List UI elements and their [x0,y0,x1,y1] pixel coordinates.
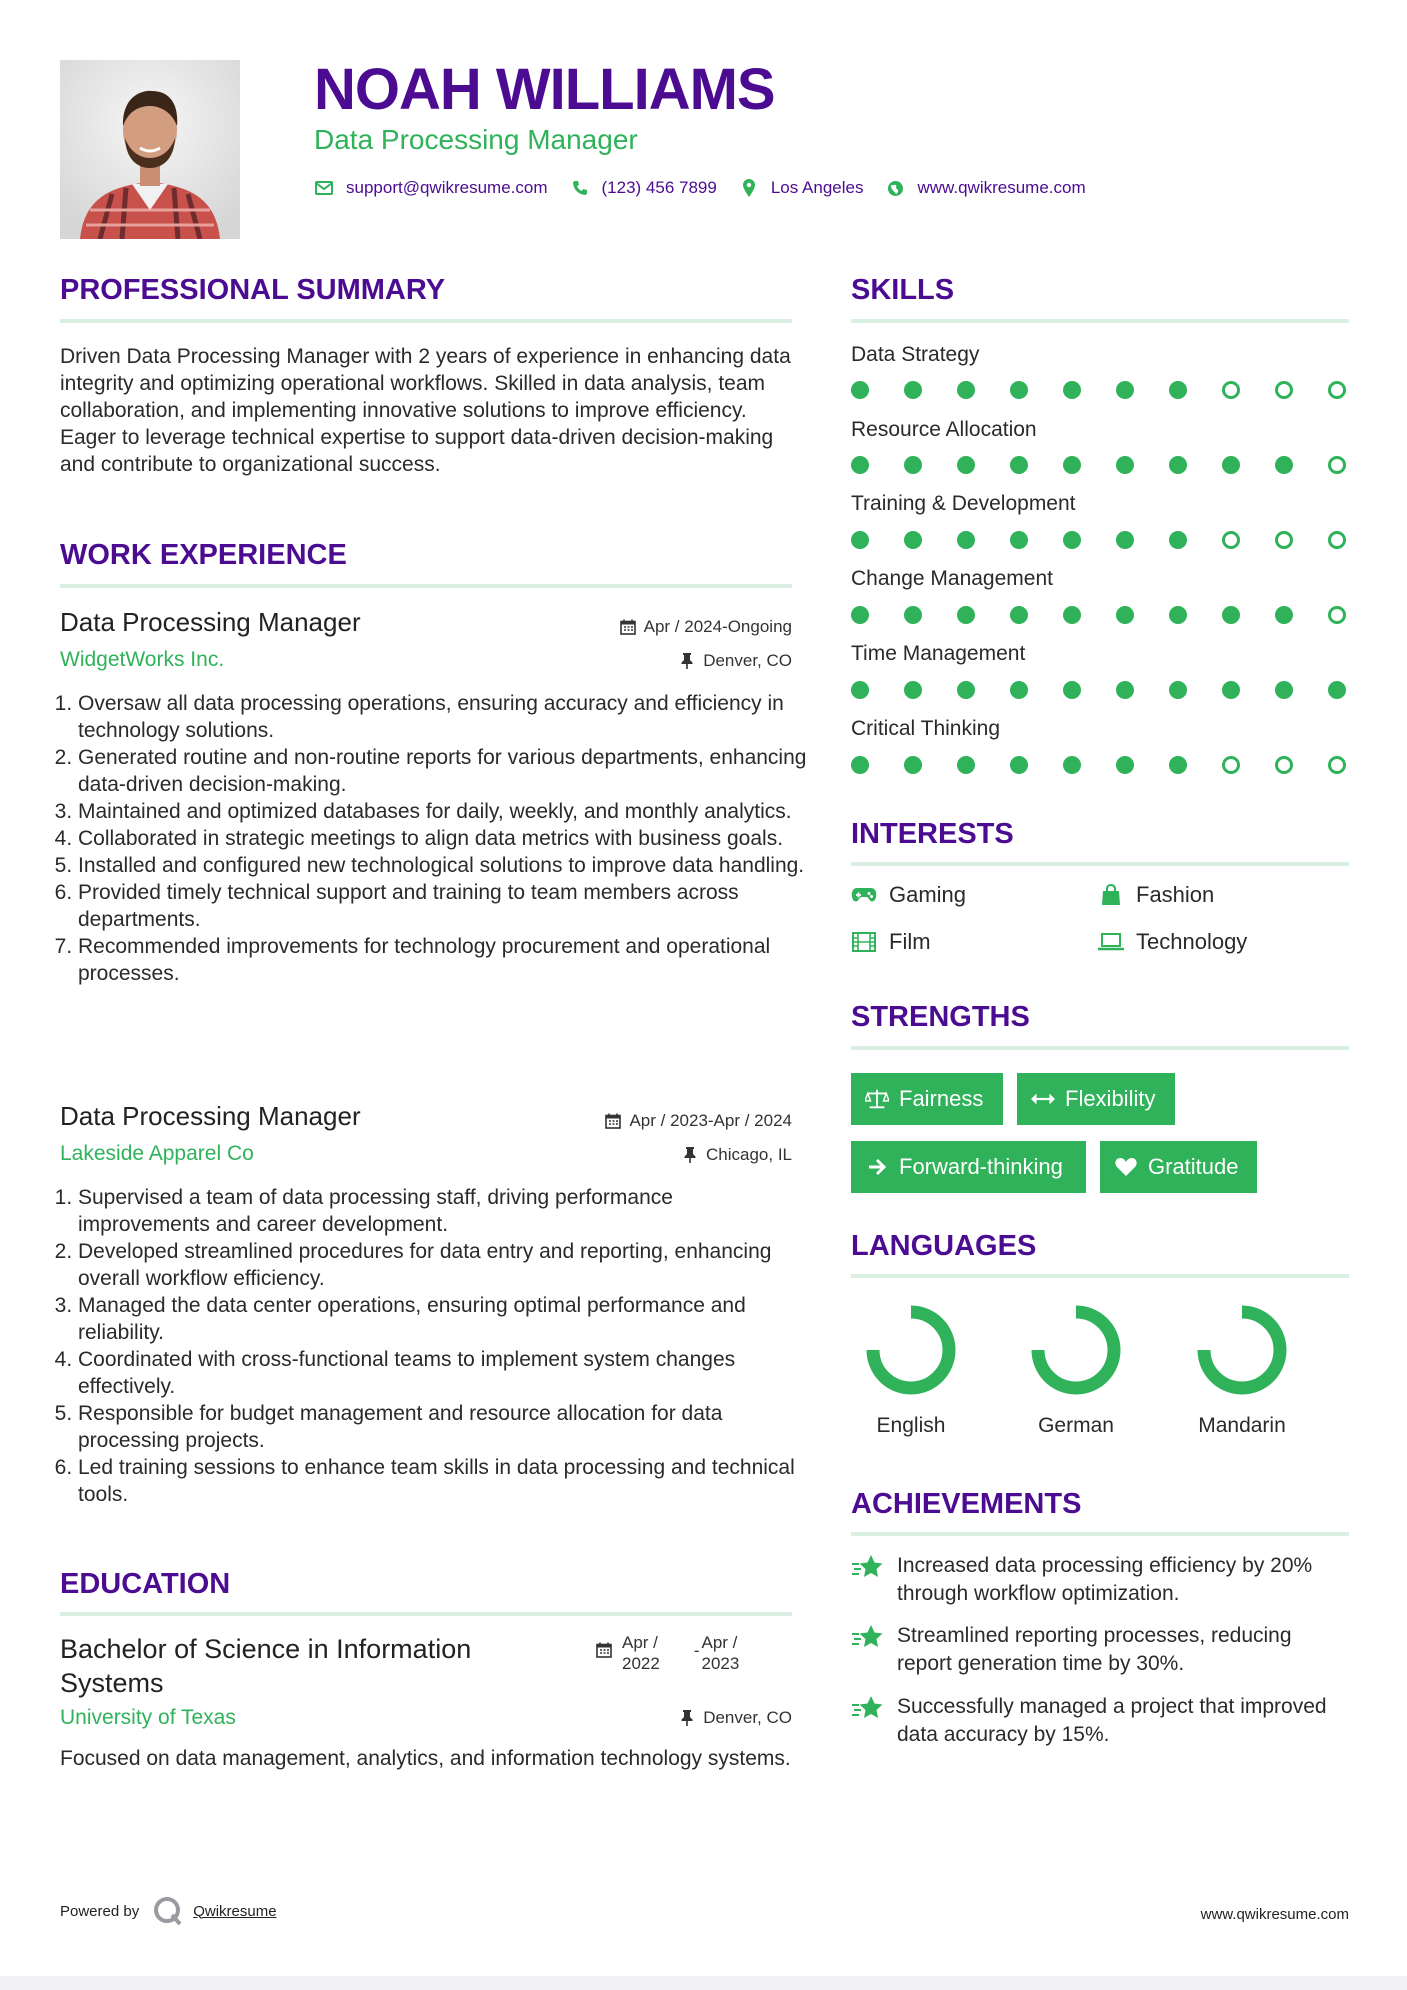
skill-name: Change Management [851,567,1053,590]
calendar-icon [604,1112,622,1130]
skill-dot-empty [1222,531,1240,549]
interest-item [851,929,931,955]
skill-dot-filled [904,456,922,474]
skill-dot-filled [1063,381,1081,399]
skill-dot-filled [851,381,869,399]
skill-dot-filled [1116,456,1134,474]
list-item: 6. Led training sessions to enhance team skills in data processing and technical tools. [78,1454,810,1508]
interest-item [851,882,966,908]
job-dates [560,617,792,637]
skill-rating [851,456,1351,476]
skill-dot-filled [1169,756,1187,774]
skill-dot-filled [957,531,975,549]
skill-dot-empty [1275,381,1293,399]
language-name: German [1038,1414,1114,1437]
achievement-item [851,1552,1351,1608]
footer-powered-by [60,1896,277,1926]
skill-dot-filled [957,381,975,399]
skill-name: Data Strategy [851,343,980,366]
skill-name: Training & Development [851,492,1076,515]
skill-dot-empty [1328,756,1346,774]
skill-dot-filled [851,681,869,699]
education-location [560,1708,792,1728]
skill-dot-filled [1116,681,1134,699]
interest-label: Technology [1136,929,1248,954]
job-duties-list [60,1184,810,1508]
interest-item [1098,929,1247,955]
skill-dot-filled [1116,606,1134,624]
skill-dot-filled [851,531,869,549]
qwikresume-logo-icon [153,1896,183,1926]
strength-tag [1100,1141,1257,1193]
list-item: 2. Generated routine and non-routine reports for various departments, enhancing data-driven decision-making. [78,744,810,798]
section-title-achievements: ACHIEVEMENTS [851,1488,1082,1520]
list-item: 5. Responsible for budget management and resource allocation for data processing projects. [78,1400,810,1454]
achievement-item [851,1622,1351,1678]
contact-phone[interactable]: (123) 456 7899 [601,178,717,197]
job-title: Data Processing Manager [60,1101,361,1131]
skill-rating [851,606,1351,626]
section-rule [851,319,1349,323]
education-end-year: 2023 [701,1654,740,1673]
skill-dot-filled [1116,381,1134,399]
skill-rating [851,381,1351,401]
skill-dot-filled [1222,681,1240,699]
skill-dot-empty [1222,756,1240,774]
profile-photo [60,60,240,239]
skill-dot-filled [904,381,922,399]
language-name: English [876,1414,946,1437]
list-item: 3. Maintained and optimized databases for daily, weekly, and monthly analytics. [78,798,810,825]
skill-dot-filled [957,681,975,699]
achievement-text: Successfully managed a project that improved data accuracy by 15%. [897,1695,1327,1746]
job-company: Lakeside Apparel Co [60,1142,254,1165]
skill-dot-filled [851,756,869,774]
education-end [702,1632,740,1674]
laptop-icon [1098,931,1124,953]
education-dates [596,1632,739,1674]
skill-dot-filled [1010,531,1028,549]
calendar-icon [596,1642,614,1660]
section-rule [851,862,1349,866]
arrow-right-icon [865,1155,889,1179]
job-dates [520,1111,792,1131]
skill-rating [851,756,1351,776]
section-title-skills: SKILLS [851,274,955,306]
globe-icon [885,178,905,198]
skill-dot-filled [1063,456,1081,474]
skill-dot-filled [1116,756,1134,774]
language-item [1011,1302,1141,1438]
pushpin-icon [678,652,696,670]
achievement-text: Streamlined reporting processes, reducing report generation time by 30%. [897,1624,1292,1675]
skill-dot-filled [1169,681,1187,699]
list-item: 7. Recommended improvements for technology procurement and operational processes. [78,933,810,987]
skill-dot-filled [1010,606,1028,624]
job-title: Data Processing Manager [60,607,361,637]
strength-label: Forward-thinking [899,1154,1063,1179]
envelope-icon [314,178,334,198]
footer-website[interactable]: www.qwikresume.com [1200,1906,1349,1923]
section-title-education: EDUCATION [60,1568,231,1600]
skill-dot-empty [1328,381,1346,399]
section-rule [60,584,792,588]
shopping-bag-icon [1098,884,1124,906]
language-progress-ring [1194,1302,1290,1398]
language-progress-ring [1028,1302,1124,1398]
list-item: 4. Collaborated in strategic meetings to align data metrics with business goals. [78,825,810,852]
pushpin-icon [681,1146,699,1164]
skill-dot-filled [1063,681,1081,699]
list-item: 2. Developed streamlined procedures for data entry and reporting, enhancing overall workflow efficiency. [78,1238,810,1292]
list-item: 4. Coordinated with cross-functional teams to implement system changes effectively. [78,1346,810,1400]
skill-dot-filled [1328,681,1346,699]
education-start [622,1632,660,1674]
language-progress-arc [1038,1312,1114,1388]
qwikresume-link[interactable]: Qwikresume [193,1902,277,1920]
heart-icon [1114,1155,1138,1179]
skill-dot-filled [1222,606,1240,624]
map-marker-icon [739,178,759,198]
skill-dot-filled [904,531,922,549]
education-end-month: Apr / [701,1633,738,1652]
list-item: 5. Installed and configured new technological solutions to improve data handling. [78,852,810,879]
school-name: University of Texas [60,1706,236,1729]
skill-dot-empty [1328,531,1346,549]
interest-label: Film [889,929,931,954]
skill-dot-filled [1169,456,1187,474]
strength-tag [851,1141,1086,1193]
education-dash: - [693,1641,700,1660]
page-bottom-strip [0,1976,1407,1990]
achievement-item [851,1693,1351,1749]
section-rule [60,319,792,323]
phone-icon [570,178,590,198]
skill-dot-empty [1275,531,1293,549]
education-location-text: Denver, CO [703,1708,792,1727]
language-item [846,1302,976,1438]
contact-website[interactable]: www.qwikresume.com [917,178,1086,197]
skill-dot-filled [1063,531,1081,549]
skill-name: Critical Thinking [851,717,1000,740]
skill-dot-filled [1010,381,1028,399]
skill-dot-empty [1222,381,1240,399]
skill-dot-filled [1169,531,1187,549]
summary-text: Driven Data Processing Manager with 2 years of experience in enhancing data integrity and optimizing operational workflows. Skilled in data analysis, team collaboration, and implementing innovative solutions to improve efficiency. Eager to leverage technical expertise to support data-driven decision-making and contribute to organizational success. [60,345,791,476]
skill-dot-empty [1328,456,1346,474]
skill-dot-filled [1010,756,1028,774]
job-company: WidgetWorks Inc. [60,648,225,671]
job-location [560,1145,792,1165]
star-icon [851,1622,885,1652]
gamepad-icon [851,884,877,906]
section-title-experience: WORK EXPERIENCE [60,539,347,571]
list-item: 6. Provided timely technical support and training to team members across departments. [78,879,810,933]
list-item: 3. Managed the data center operations, ensuring optimal performance and reliability. [78,1292,810,1346]
contact-email[interactable]: support@qwikresume.com [346,178,548,197]
skill-dot-filled [904,606,922,624]
language-item [1177,1302,1307,1438]
list-item: 1. Oversaw all data processing operations, ensuring accuracy and efficiency in technology solutions. [78,690,810,744]
strength-label: Fairness [899,1086,984,1111]
skill-dot-filled [1063,606,1081,624]
section-rule [851,1046,1349,1050]
skill-dot-filled [1010,681,1028,699]
section-rule [60,1612,792,1616]
arrows-horizontal-icon [1031,1087,1055,1111]
skill-dot-filled [904,681,922,699]
skill-rating [851,681,1351,701]
degree-title: Bachelor of Science in Information Systems [60,1634,472,1698]
education-start-month: Apr / [622,1633,658,1652]
section-rule [851,1274,1349,1278]
language-name: Mandarin [1198,1414,1286,1437]
strength-tag [851,1073,1003,1125]
strength-label: Flexibility [1065,1086,1156,1111]
skill-name: Time Management [851,642,1026,665]
strength-tag [1017,1073,1175,1125]
film-icon [851,931,877,953]
skill-dot-filled [1275,456,1293,474]
skill-dot-filled [904,756,922,774]
skill-dot-empty [1328,606,1346,624]
skill-dot-filled [1010,456,1028,474]
job-duties-list [60,690,810,987]
skill-dot-filled [1169,606,1187,624]
section-rule [851,1532,1349,1536]
skill-dot-filled [851,606,869,624]
candidate-name: NOAH WILLIAMS [314,57,775,122]
education-start-year: 2022 [622,1654,660,1673]
language-progress-arc [1204,1312,1280,1388]
skill-dot-filled [1275,606,1293,624]
job-dates-text: Apr / 2023-Apr / 2024 [629,1111,792,1130]
language-progress-arc [873,1312,949,1388]
language-progress-ring [863,1302,959,1398]
achievement-text: Increased data processing efficiency by 20% through workflow optimization. [897,1554,1313,1605]
section-title-summary: PROFESSIONAL SUMMARY [60,274,446,306]
skill-name: Resource Allocation [851,418,1037,441]
job-dates-text: Apr / 2024-Ongoing [643,617,792,636]
strength-label: Gratitude [1148,1154,1239,1179]
section-title-interests: INTERESTS [851,818,1014,850]
calendar-icon [619,618,637,636]
star-icon [851,1552,885,1582]
powered-by-label: Powered by [60,1902,140,1920]
contact-location: Los Angeles [770,178,864,197]
skill-dot-empty [1275,756,1293,774]
skill-dot-filled [957,756,975,774]
job-location-text: Denver, CO [703,651,792,670]
skill-dot-filled [1063,756,1081,774]
contact-bar [314,178,1108,198]
skill-dot-filled [851,456,869,474]
skill-dot-filled [1116,531,1134,549]
job-location-text: Chicago, IL [706,1145,792,1164]
candidate-role: Data Processing Manager [314,124,638,155]
section-title-languages: LANGUAGES [851,1230,1037,1262]
skill-dot-filled [1169,381,1187,399]
balance-scale-icon [865,1087,889,1111]
list-item: 1. Supervised a team of data processing staff, driving performance improvements and career development. [78,1184,810,1238]
skill-dot-filled [1275,681,1293,699]
education-description: Focused on data management, analytics, and information technology systems. [60,1747,791,1770]
interest-label: Fashion [1136,882,1215,907]
interest-item [1098,882,1214,908]
skill-dot-filled [957,456,975,474]
section-title-strengths: STRENGTHS [851,1001,1030,1033]
skill-rating [851,531,1351,551]
skill-dot-filled [1222,456,1240,474]
skill-dot-filled [957,606,975,624]
interest-label: Gaming [889,882,967,907]
pushpin-icon [678,1709,696,1727]
star-icon [851,1693,885,1723]
job-location [560,651,792,671]
